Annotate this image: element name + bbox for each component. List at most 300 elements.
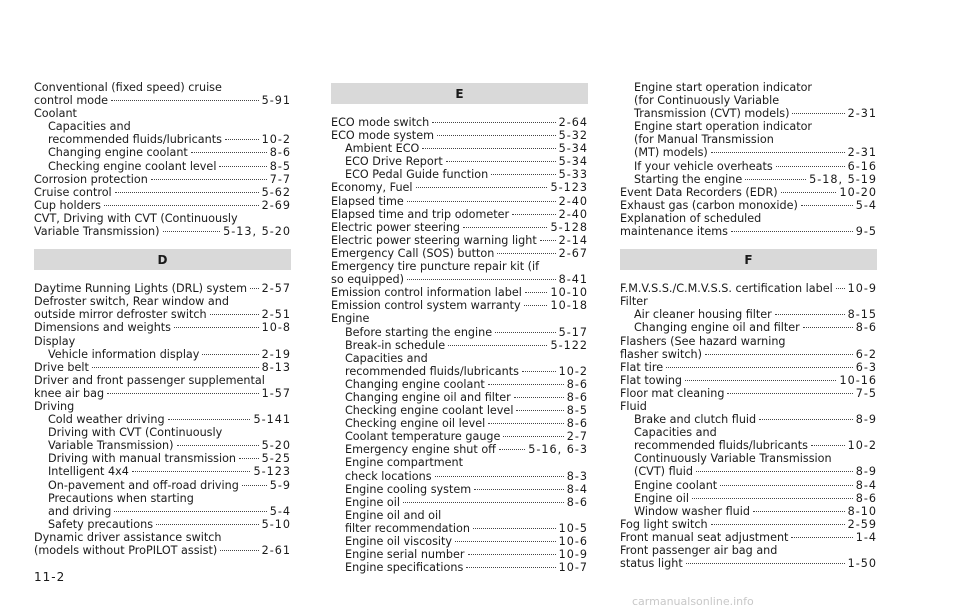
entry-text: Corrosion protection <box>34 172 148 186</box>
page-reference: 2-40 <box>558 207 588 221</box>
entry-text: (CVT) fluid <box>634 465 693 479</box>
entry-text: Conventional (fixed speed) cruise <box>34 81 222 94</box>
index-subentry-line <box>34 452 291 465</box>
entry-text: Floor mat cleaning <box>620 386 725 400</box>
entry-text: Flat towing <box>620 373 683 387</box>
index-entry-line <box>34 544 291 557</box>
leader-dots <box>781 192 837 193</box>
entry-text: Engine oil <box>345 495 400 509</box>
page-reference: 2-57 <box>261 282 291 296</box>
leader-dots <box>499 449 525 450</box>
index-entry-line <box>620 295 877 308</box>
page-reference: 1-4 <box>855 530 877 544</box>
index-entry <box>34 335 291 361</box>
leader-dots <box>156 524 259 525</box>
leader-dots <box>686 563 845 564</box>
page-reference: 9-5 <box>855 225 877 239</box>
entry-text: Checking engine coolant level <box>345 404 514 418</box>
page-reference: 10-2 <box>847 439 877 453</box>
index-entry <box>34 400 291 531</box>
entry-text: Front manual seat adjustment <box>620 530 789 544</box>
index-subentry-line <box>620 505 877 518</box>
page-reference: 5-62 <box>261 185 291 199</box>
index-column-1 <box>34 81 291 557</box>
entry-text: Flat tire <box>620 360 664 374</box>
leader-dots <box>711 524 845 525</box>
leader-dots <box>474 489 564 490</box>
index-entry-line <box>331 116 588 129</box>
page-reference: 2-64 <box>558 116 588 129</box>
entry-text: Engine compartment <box>345 456 463 470</box>
index-entry <box>34 531 291 557</box>
entry-text: ECO Drive Report <box>345 155 443 169</box>
index-subentry-line <box>34 518 291 531</box>
leader-dots <box>92 367 259 368</box>
entry-text: Filter <box>620 295 648 309</box>
index-entry <box>620 295 877 334</box>
index-entry <box>331 234 588 247</box>
page-reference: 5-4 <box>855 198 877 212</box>
index-subentry-line <box>331 391 588 404</box>
index-entry-line <box>331 129 588 142</box>
index-entry-line <box>331 208 588 221</box>
leader-dots <box>811 445 845 446</box>
page-reference: 8-9 <box>855 413 877 427</box>
entry-text: Engine oil <box>634 491 689 505</box>
page-reference: 8-10 <box>847 504 877 518</box>
leader-dots <box>540 240 556 241</box>
leader-dots <box>692 498 853 499</box>
leader-dots <box>104 205 259 206</box>
index-entry-line <box>34 308 291 321</box>
index-entry-line <box>620 531 877 544</box>
leader-dots <box>151 179 267 180</box>
index-entry-line <box>34 94 291 107</box>
leader-dots <box>759 419 853 420</box>
index-entry-line <box>620 348 877 361</box>
page-reference: 8-41 <box>558 273 588 287</box>
entry-text: flasher switch) <box>620 347 702 361</box>
index-entry-line <box>620 557 877 570</box>
page-reference: 2-31 <box>847 107 877 121</box>
index-entry-line <box>331 234 588 247</box>
leader-dots <box>111 100 259 101</box>
leader-dots <box>711 152 845 153</box>
leader-dots <box>466 567 555 568</box>
page-reference: 5-32 <box>558 129 588 143</box>
index-entry-line <box>331 299 588 312</box>
index-subentry-line <box>331 155 588 168</box>
index-entry <box>34 212 291 238</box>
entry-text: Emergency Call (SOS) button <box>331 246 495 260</box>
leader-dots <box>455 541 556 542</box>
index-entry-line <box>34 361 291 374</box>
page-reference: 2-19 <box>261 347 291 361</box>
index-entry-line <box>620 374 877 387</box>
index-subentry-line <box>331 326 588 339</box>
index-subentry-line <box>331 443 588 456</box>
page-reference: 10-20 <box>839 185 877 199</box>
entry-text: Engine <box>331 312 370 326</box>
index-entry <box>331 181 588 194</box>
entry-text: Before starting the engine <box>345 325 493 339</box>
entry-text: Capacities and <box>48 120 131 134</box>
leader-dots <box>132 471 251 472</box>
leader-dots <box>685 380 836 381</box>
entry-text: ECO mode system <box>331 129 434 143</box>
entry-text: Event Data Recorders (EDR) <box>620 185 778 199</box>
index-subentry-line <box>34 413 291 426</box>
index-subentry-line <box>331 535 588 548</box>
leader-dots <box>191 152 267 153</box>
page-reference: 10-10 <box>550 286 588 300</box>
index-subentry-line <box>620 146 877 159</box>
page-reference: 7-5 <box>855 386 877 400</box>
index-entry-line <box>620 335 877 348</box>
leader-dots <box>435 476 564 477</box>
page-reference: 2-51 <box>261 308 291 322</box>
entry-text: Engine cooling system <box>345 482 472 496</box>
page-reference: 8-3 <box>566 469 588 483</box>
leader-dots <box>491 174 555 175</box>
index-entry-line <box>620 544 877 557</box>
index-column-2 <box>331 81 588 574</box>
entry-text: Elapsed time <box>331 194 404 208</box>
index-entry <box>620 282 877 295</box>
entry-text: Engine oil viscosity <box>345 535 453 548</box>
page-reference: 7-7 <box>269 172 291 186</box>
leader-dots <box>115 192 259 193</box>
entry-text: Changing engine coolant <box>48 146 188 160</box>
entry-text: Capacities and <box>634 426 717 440</box>
entry-text: Driving with CVT (Continuously <box>48 426 223 440</box>
page-reference: 8-6 <box>566 495 588 509</box>
leader-dots <box>791 537 852 538</box>
entry-text: recommended fluids/lubricants <box>634 439 808 453</box>
index-subentry-line <box>34 146 291 159</box>
index-entry-line <box>331 312 588 325</box>
entry-text: so equipped) <box>331 273 404 287</box>
leader-dots <box>696 471 853 472</box>
page-reference: 8-5 <box>269 159 291 173</box>
entry-text: Engine serial number <box>345 548 465 562</box>
entry-text: Starting the engine <box>634 172 743 186</box>
index-subentry-line <box>34 505 291 518</box>
leader-dots <box>432 122 555 123</box>
page-reference: 5-20 <box>261 439 291 453</box>
leader-dots <box>239 458 259 459</box>
leader-dots <box>836 288 845 289</box>
entry-text: Safety precautions <box>48 517 154 531</box>
page-reference: 5-33 <box>558 168 588 182</box>
index-entry <box>620 212 877 238</box>
entry-text: Cup holders <box>34 198 102 212</box>
index-entry-line <box>34 282 291 295</box>
section-header-d: D <box>34 249 291 270</box>
leader-dots <box>731 231 853 232</box>
entry-text: Dimensions and weights <box>34 321 172 335</box>
index-entry-line <box>34 81 291 94</box>
entry-text: Driving <box>34 399 75 413</box>
entry-text: Driving with manual transmission <box>48 452 237 466</box>
entry-text: Elapsed time and trip odometer <box>331 207 510 221</box>
leader-dots <box>403 502 564 503</box>
entry-text: Engine start operation indicator <box>634 120 813 134</box>
page-reference: 5-34 <box>558 142 588 156</box>
page-reference: 8-6 <box>855 321 877 335</box>
entry-text: Changing engine oil and filter <box>345 390 511 404</box>
index-column-3 <box>620 81 877 570</box>
page-reference: 5-141 <box>253 413 291 427</box>
entry-text: Brake and clutch fluid <box>634 413 757 427</box>
index-entry-line <box>331 195 588 208</box>
leader-dots <box>803 327 853 328</box>
page-reference: 10-16 <box>839 373 877 387</box>
entry-text: (MT) models) <box>634 146 708 160</box>
index-subentry-line <box>620 492 877 505</box>
index-entry-line <box>620 387 877 400</box>
entry-text: Engine start operation indicator <box>634 81 813 94</box>
entry-text: Changing engine coolant <box>345 377 485 391</box>
index-subentry-line <box>34 120 291 133</box>
index-subentry-line <box>34 426 291 439</box>
index-entry <box>331 312 588 574</box>
index-subentry-line <box>34 160 291 173</box>
page-reference: 2-69 <box>261 198 291 212</box>
index-subentry-line <box>331 365 588 378</box>
index-subentry-line <box>620 452 877 465</box>
leader-dots <box>437 135 556 136</box>
leader-dots <box>416 187 548 188</box>
index-subentry-line <box>620 321 877 334</box>
entry-text: Display <box>34 334 76 348</box>
page-reference: 2-61 <box>261 544 291 557</box>
entry-text: Engine coolant <box>634 478 718 492</box>
page-reference: 8-6 <box>566 377 588 391</box>
page-reference: 6-16 <box>847 159 877 173</box>
leader-dots <box>250 288 259 289</box>
entry-text: Continuously Variable Transmission <box>634 452 832 466</box>
entry-text: On-pavement and off-road driving <box>48 478 239 492</box>
index-entry <box>331 129 588 181</box>
page-reference: 5-128 <box>550 220 588 234</box>
page-reference: 8-4 <box>855 478 877 492</box>
leader-dots <box>225 139 259 140</box>
page-reference: 5-25 <box>261 452 291 466</box>
leader-dots <box>174 327 259 328</box>
entry-text: Checking engine coolant level <box>48 159 217 173</box>
entry-text: Exhaust gas (carbon monoxide) <box>620 198 798 212</box>
index-entry-line <box>331 247 588 260</box>
entry-text: Dynamic driver assistance switch <box>34 530 222 544</box>
entry-text: and driving <box>48 504 112 518</box>
page-reference: 6-2 <box>855 347 877 361</box>
page-reference: 2-7 <box>566 430 588 444</box>
leader-dots <box>753 511 845 512</box>
entry-text: Emergency tire puncture repair kit (if <box>331 260 540 274</box>
index-entry <box>331 116 588 129</box>
index-entry <box>620 518 877 531</box>
page-reference: 2-14 <box>558 233 588 247</box>
index-subentry-line <box>331 496 588 509</box>
watermark: carmanualsonline.info <box>632 595 754 608</box>
leader-dots <box>422 148 555 149</box>
index-entry-line <box>620 518 877 531</box>
leader-dots <box>727 393 852 394</box>
index-subentry-line <box>331 142 588 155</box>
index-entry <box>34 374 291 400</box>
index-subentry-line <box>331 417 588 430</box>
index-entry-line <box>34 186 291 199</box>
entry-text: Capacities and <box>345 351 428 365</box>
leader-dots <box>242 485 267 486</box>
index-entry-line <box>620 199 877 212</box>
entry-text: Electric power steering <box>331 220 461 234</box>
index-entry-line <box>34 400 291 413</box>
page-reference: 10-6 <box>558 535 588 548</box>
entry-text: status light <box>620 557 683 571</box>
leader-dots <box>220 550 258 551</box>
index-entry <box>331 195 588 208</box>
index-subentry-line <box>331 548 588 561</box>
entry-text: ECO mode switch <box>331 116 430 129</box>
leader-dots <box>473 528 556 529</box>
entry-text: Emergency engine shut off <box>345 443 496 457</box>
index-subentry-line <box>620 479 877 492</box>
index-entry <box>34 81 291 107</box>
index-entry-line <box>34 173 291 186</box>
index-subentry-line <box>34 133 291 146</box>
index-entry-line <box>34 225 291 238</box>
section-header-f: F <box>620 249 877 270</box>
index-subentry-line <box>331 378 588 391</box>
index-subentry-line <box>34 439 291 452</box>
entry-text: (for Continuously Variable <box>634 94 780 108</box>
entry-text: Cruise control <box>34 185 112 199</box>
entry-text: ECO Pedal Guide function <box>345 168 489 182</box>
leader-dots <box>468 554 556 555</box>
index-entry <box>620 81 877 186</box>
entry-text: Vehicle information display <box>48 347 200 361</box>
index-entry <box>34 199 291 212</box>
index-entry-line <box>620 400 877 413</box>
index-subentry-line <box>620 173 877 186</box>
leader-dots <box>488 384 564 385</box>
entry-text: Front passenger air bag and <box>620 544 778 557</box>
entry-text: Electric power steering warning light <box>331 233 537 247</box>
leader-dots <box>775 314 845 315</box>
entry-text: recommended fluids/lubricants <box>48 133 222 147</box>
page-reference: 5-13, 5-20 <box>223 225 291 239</box>
leader-dots <box>503 436 563 437</box>
entry-text: maintenance items <box>620 225 728 239</box>
index-entry <box>331 208 588 221</box>
page-number: 11-2 <box>34 570 66 584</box>
entry-text: Intelligent 4x4 <box>48 465 129 479</box>
entry-text: Engine specifications <box>345 561 464 575</box>
index-entry-line <box>34 387 291 400</box>
index-subentry-line <box>331 430 588 443</box>
index-entry <box>620 544 877 570</box>
index-entry <box>34 282 291 295</box>
index-subentry-line <box>331 509 588 522</box>
index-subentry-line <box>34 492 291 505</box>
page-reference: 10-8 <box>261 321 291 335</box>
page-reference: 5-122 <box>550 338 588 352</box>
index-entry-line <box>331 260 588 273</box>
index-entry-line <box>34 199 291 212</box>
index-subentry-line <box>620 160 877 173</box>
entry-text: Emission control information label <box>331 286 522 300</box>
index-entry-line <box>34 321 291 334</box>
index-subentry-line <box>331 352 588 365</box>
entry-text: Variable Transmission) <box>34 225 160 239</box>
entry-text: Break-in schedule <box>345 338 446 352</box>
page-reference: 8-6 <box>566 390 588 404</box>
index-subentry-line <box>331 456 588 469</box>
index-subentry-line <box>620 120 877 133</box>
entry-text: Precautions when starting <box>48 491 194 505</box>
leader-dots <box>107 393 259 394</box>
section-header-e: E <box>331 83 588 104</box>
index-entry-line <box>620 186 877 199</box>
leader-dots <box>524 305 548 306</box>
page-reference: 8-9 <box>855 465 877 479</box>
page-reference: 8-5 <box>566 404 588 418</box>
page-reference: 2-67 <box>558 246 588 260</box>
page-reference: 5-91 <box>261 94 291 108</box>
index-entry <box>620 199 877 212</box>
index-subentry-line <box>331 561 588 574</box>
entry-text: Coolant <box>34 107 77 121</box>
index-subentry-line <box>620 426 877 439</box>
leader-dots <box>446 161 556 162</box>
entry-text: Engine oil and oil <box>345 508 442 522</box>
index-entry-line <box>620 361 877 374</box>
page-reference: 2-31 <box>847 146 877 160</box>
page-reference: 2-40 <box>558 194 588 208</box>
leader-dots <box>488 423 564 424</box>
entry-text: Emission control system warranty <box>331 299 521 313</box>
page-reference: 1-57 <box>261 386 291 400</box>
index-entry-line <box>34 295 291 308</box>
index-subentry-line <box>34 348 291 361</box>
leader-dots <box>163 231 221 232</box>
page-reference: 5-9 <box>269 478 291 492</box>
entry-text: Defroster switch, Rear window and <box>34 295 229 309</box>
index-entry <box>34 173 291 186</box>
leader-dots <box>776 166 845 167</box>
index-subentry-line <box>331 404 588 417</box>
leader-dots <box>448 345 547 346</box>
leader-dots <box>745 179 806 180</box>
index-entry <box>620 361 877 374</box>
index-subentry-line <box>34 479 291 492</box>
entry-text: Fog light switch <box>620 517 708 531</box>
index-entry <box>620 400 877 518</box>
page-reference: 5-16, 6-3 <box>528 443 588 457</box>
index-entry <box>620 387 877 400</box>
leader-dots <box>177 445 259 446</box>
entry-text: Ambient ECO <box>345 142 420 156</box>
entry-text: knee air bag <box>34 386 105 400</box>
entry-text: outside mirror defroster switch <box>34 308 207 322</box>
leader-dots <box>168 419 251 420</box>
index-subentry-line <box>620 94 877 107</box>
index-entry <box>620 374 877 387</box>
page-reference: 5-34 <box>558 155 588 169</box>
entry-text: Coolant temperature gauge <box>345 430 501 444</box>
